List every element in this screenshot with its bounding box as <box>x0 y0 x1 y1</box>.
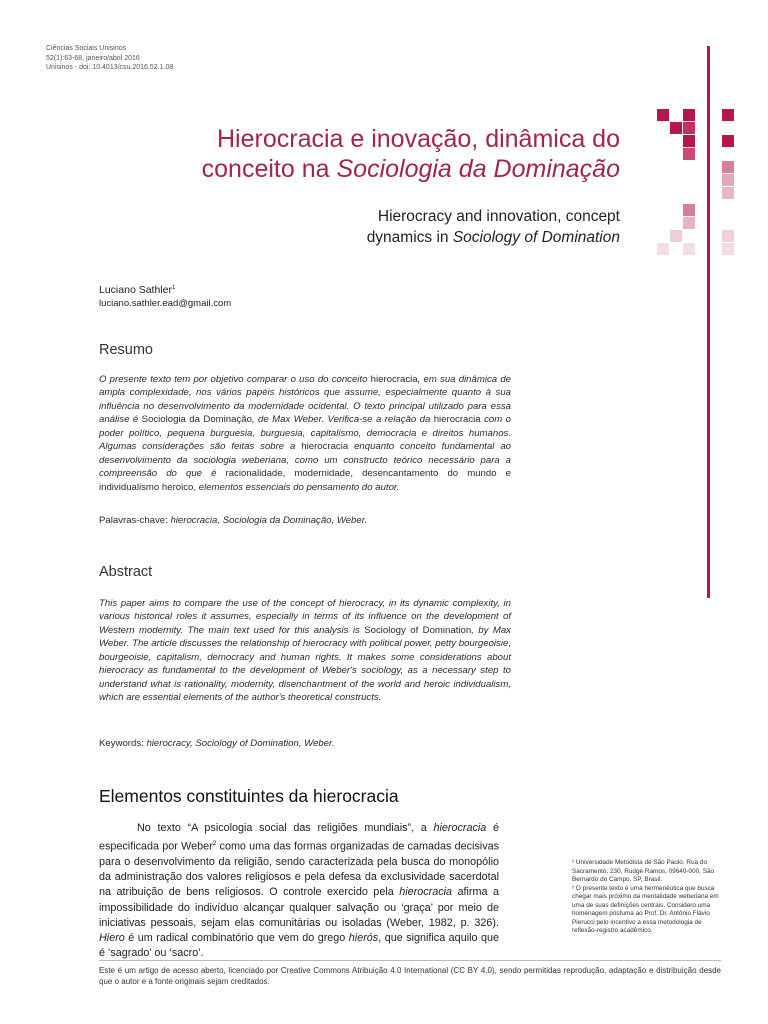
title-pt-plain: conceito na <box>201 155 337 183</box>
mosaic-square <box>722 187 734 199</box>
article-title-pt <box>202 124 620 184</box>
footer-divider <box>99 960 721 961</box>
title-pt-line1: Hierocracia e inovação, dinâmica do <box>217 125 620 153</box>
journal-name: Ciências Sociais Unisinos <box>46 45 127 52</box>
mosaic-square <box>683 109 695 121</box>
mosaic-square <box>670 230 682 242</box>
title-pt-line2 <box>202 154 620 184</box>
decorative-vertical-line <box>707 46 710 598</box>
keywords-terms: hierocracy, Sociology of Domination, Weber. <box>143 738 335 749</box>
mosaic-square <box>657 109 669 121</box>
mosaic-square <box>722 230 734 242</box>
mosaic-square <box>683 204 695 216</box>
author-name: Luciano Sathler <box>99 284 172 297</box>
mosaic-square <box>722 174 734 186</box>
author-name-line <box>99 282 231 297</box>
mosaic-square <box>683 148 695 160</box>
footnote-1: ¹ Universidade Metodista de São Paulo. Rua do Sacramento, 230, Rudge Ramos, 09640-000, São Bernardo do Campo, SP, Brasil. <box>572 859 715 883</box>
title-en-line1: Hierocracy and innovation, concept <box>377 208 620 225</box>
author-block <box>99 282 231 310</box>
license-notice: Este é um artigo de acesso aberto, licenciado por Creative Commons Atribuição 4.0 International (CC BY 4.0), sendo permitidas reprodução, adaptação e distribuição desde que o autor e a fonte originais sejam creditados. <box>99 966 721 986</box>
journal-issue: 52(1):63-68, janeiro/abril 2016 <box>46 54 140 62</box>
mosaic-square <box>683 243 695 255</box>
title-en-plain: dynamics in <box>366 229 453 246</box>
title-pt-italic: Sociologia da Dominação <box>336 155 620 183</box>
author-email: luciano.sathler.ead@gmail.com <box>99 298 232 310</box>
mosaic-square <box>683 122 695 134</box>
section-heading: Elementos constituintes da hierocracia <box>99 786 399 806</box>
keywords <box>99 737 519 750</box>
resumo-heading: Resumo <box>99 342 153 358</box>
mosaic-square <box>722 161 734 173</box>
keywords-label: Keywords: <box>99 738 144 749</box>
mosaic-square <box>670 122 682 134</box>
article-title-en <box>367 206 620 248</box>
abstract-heading: Abstract <box>99 564 153 580</box>
mosaic-square <box>683 135 695 147</box>
title-en-italic: Sociology of Domination <box>452 229 620 246</box>
author-footnote-mark: 1 <box>171 285 176 291</box>
abstract-text: This paper aims to compare the use of the concept of hierocracy, in its dynamic complexity, in various historical roles it assumes, especially in terms of its influence on the development of Western modernity. The main text used for this analysis is Sociology of Domination, by Max Weber. The article discusses the relationship of hierocracy with political power, petty bourgeoisie, bourgeoisie, capitalism, democracy and human rights. It makes some considerations about hierocracy as fundamental to the development of Weber's sociology, as a necessary step to understand what is rationality, modernity, disenchantment of the world and heroic individualism, which are essential elements of the author's theoretical constructs. <box>99 598 511 704</box>
palavras-chave-label: Palavras-chave: <box>99 515 168 526</box>
title-en-line2 <box>367 227 620 248</box>
journal-doi: Unisinos - doi: 10.4013/csu.2016.52.1.08 <box>46 64 174 71</box>
mosaic-square <box>722 109 734 121</box>
mosaic-square <box>722 243 734 255</box>
section-body: No texto “A psicologia social das religiões mundiais”, a hierocracia é especificada por Weber$^2$ como uma das formas organizadas de camadas decisivas para o desenvolvimento da religião, sendo caracterizada pela busca do monopólio da administração dos valores religiosos e pela defesa da exclusividade sacerdotal na atribuição de bens religiosos. O controle exercido pela hierocracia afirma a impossibilidade do indivíduo alcançar qualquer salvação ou ‘graça’ por meio de iniciativas pessoais, sejam elas comunitárias ou isoladas (Weber, 1982, p. 326). Hiero é um radical combinatório que vem do grego hierós, que significa aquilo que é ‘sagrado’ ou ‘sacro’. <box>99 822 499 960</box>
palavras-chave-terms: hierocracia, Sociologia da Dominação, Weber. <box>167 515 368 526</box>
journal-meta <box>46 44 173 73</box>
footnotes <box>572 859 722 936</box>
mosaic-square <box>722 135 734 147</box>
footnote-2: ² O presente texto é uma hermenêutica que busca chegar mais próximo da mentalidade weberiana em uma de suas definições centrais. Considero uma homenagem póstuma ao Prof. Dr. Antônio Flávio Pierucci pelo incentivo a essa metodologia de reflexão-registro acadêmico. <box>572 884 719 934</box>
mosaic-square <box>657 243 669 255</box>
resumo-text: O presente texto tem por objetivo comparar o uso do conceito hierocracia, em sua dinâmica de ampla complexidade, nos vários papéis históricos que assume, especialmente quanto à sua influência no desenvolvimento da modernidade ocidental. O texto principal utilizado para essa análise é Sociologia da Dominação, de Max Weber. Verifica-se a relação da hierocracia com o poder político, pequena burguesia, burguesia, capitalismo, democracia e direitos humanos. Algumas considerações são feitas sobre a hierocracia enquanto conceito fundamental ao desenvolvimento da sociologia weberiana, como um constructo teórico necessário para a compreensão do que é racionalidade, modernidade, desencantamento do mundo e individualismo heroico, elementos essenciais do pensamento do autor. <box>99 374 511 493</box>
palavras-chave <box>99 514 519 527</box>
mosaic-square <box>683 217 695 229</box>
